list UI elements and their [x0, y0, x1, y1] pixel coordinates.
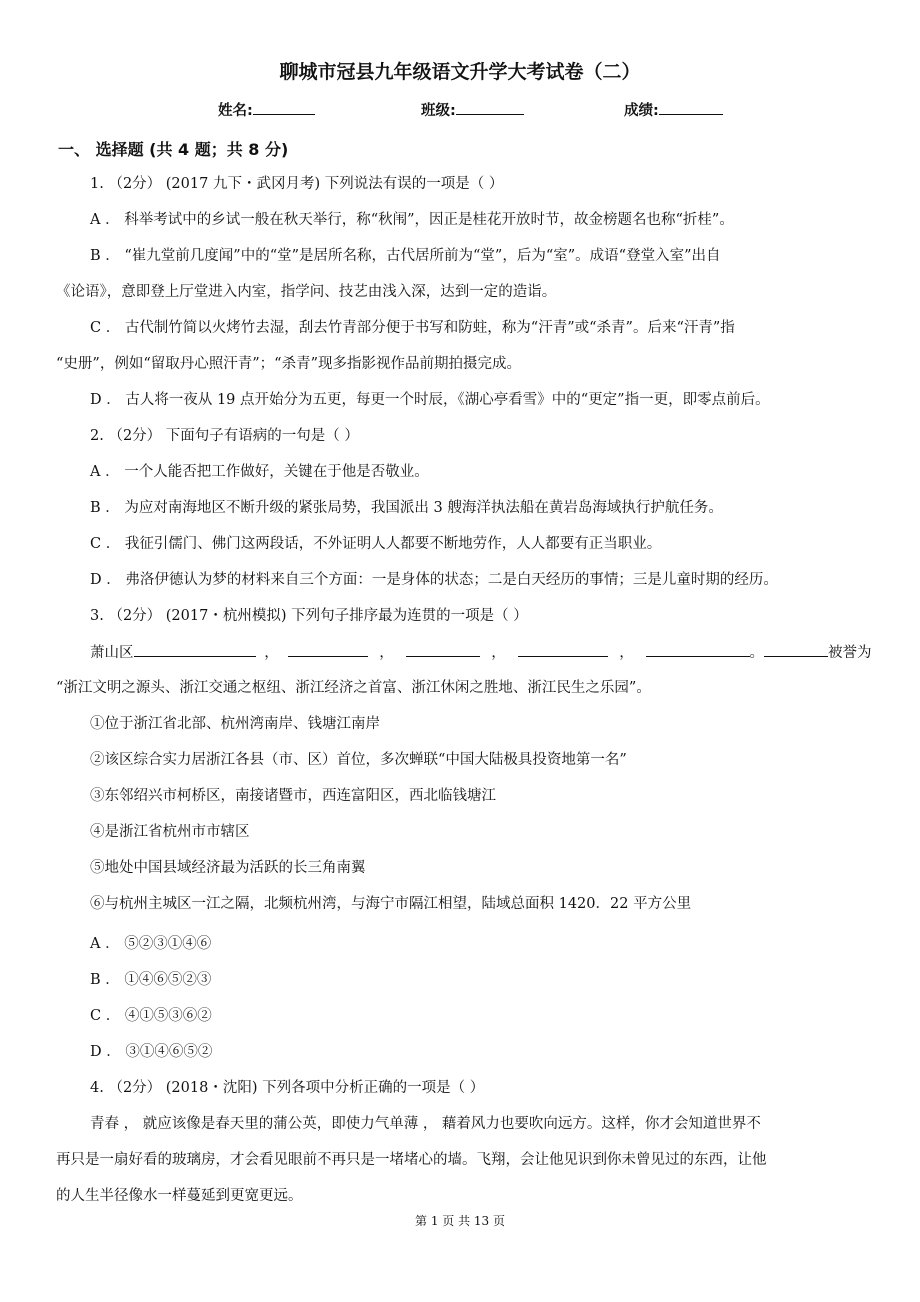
- question-3-option-c: C ． ④①⑤③⑥②: [90, 1008, 212, 1024]
- question-4-stem: 4. （2分） (2018・沈阳) 下列各项中分析正确的一项是（ ）: [90, 1080, 485, 1096]
- score-label: 成绩:: [624, 103, 659, 119]
- fill-line-start: 萧山区: [90, 645, 134, 661]
- question-1-stem: 1. （2分） (2017 九下・武冈月考) 下列说法有误的一项是（ ）: [90, 176, 504, 192]
- blank-2: [288, 642, 368, 657]
- blank-1: [134, 642, 256, 657]
- class-field: [421, 99, 524, 120]
- name-label: 姓名:: [218, 103, 253, 119]
- fill-comma-4: ，: [619, 645, 634, 661]
- fill-line-end: 被誉为: [828, 645, 872, 661]
- question-1-option-a: A ． 科举考试中的乡试一般在秋天举行，称“秋闱”，因正是桂花开放时节，故金榜题名也称“折桂”。: [90, 212, 734, 228]
- question-3-fill-line2: “浙江文明之源头、浙江交通之枢纽、浙江经济之首富、浙江休闲之胜地、浙江民生之乐园”。: [56, 680, 651, 696]
- score-field: [624, 99, 723, 120]
- question-2-option-a: A ． 一个人能否把工作做好，关键在于他是否敬业。: [90, 464, 429, 480]
- name-field: [218, 99, 315, 120]
- blank-5: [646, 642, 750, 657]
- question-1-option-c-line2: “史册”，例如“留取丹心照汗青”；“杀青”现多指影视作品前期拍摄完成。: [56, 356, 521, 372]
- question-2-stem: 2. （2分） 下面句子有语病的一句是（ ）: [90, 428, 359, 444]
- question-3-stem: 3. （2分） (2017・杭州模拟) 下列句子排序最为连贯的一项是（ ）: [90, 608, 528, 624]
- question-1-option-d: D ． 古人将一夜从 19 点开始分为五更，每更一个时辰，《湖心亭看雪》中的“更定”指一更，即零点前后。: [90, 392, 770, 408]
- question-2-option-c: C ． 我征引儒门、佛门这两段话，不外证明人人都要不断地劳作，人人都要有正当职业。: [90, 536, 662, 552]
- question-3-sentence-1: ①位于浙江省北部、杭州湾南岸、钱塘江南岸: [90, 716, 380, 732]
- section-heading: 一、 选择题 (共 4 题；共 8 分): [58, 140, 289, 159]
- question-3-option-b: B ． ①④⑥⑤②③: [90, 972, 212, 988]
- fill-period: 。: [749, 645, 764, 661]
- fill-comma-3: ，: [491, 645, 506, 661]
- blank-3: [406, 642, 480, 657]
- question-4-passage-line3: 的人生半径像水一样蔓延到更宽更远。: [56, 1188, 303, 1204]
- fill-comma-1: ，: [264, 645, 279, 661]
- question-2-option-d: D ． 弗洛伊德认为梦的材料来自三个方面：一是身体的状态；二是白天经历的事情；三是儿童时期的经历。: [90, 572, 778, 588]
- page-footer: 第 1 页 共 13 页: [415, 1214, 505, 1228]
- question-3-sentence-5: ⑤地处中国县域经济最为活跃的长三角南翼: [90, 860, 366, 876]
- question-1-option-c-line1: C ． 古代制竹简以火烤竹去湿，刮去竹青部分便于书写和防蛀，称为“汗青”或“杀青”。后来“汗青”指: [90, 320, 735, 336]
- question-3-sentence-2: ②该区综合实力居浙江各县（市、区）首位，多次蝉联“中国大陆极具投资地第一名”: [90, 752, 627, 768]
- fill-comma-2: ，: [379, 645, 394, 661]
- question-3-sentence-4: ④是浙江省杭州市市辖区: [90, 824, 250, 840]
- class-blank: [456, 100, 524, 115]
- question-3-option-a: A ． ⑤②③①④⑥: [90, 936, 212, 952]
- page-title: 聊城市冠县九年级语文升学大考试卷（二）: [279, 61, 641, 83]
- question-2-option-b: B ． 为应对南海地区不断升级的紧张局势，我国派出 3 艘海洋执法船在黄岩岛海域执行护航任务。: [90, 500, 723, 516]
- question-1-option-b-line1: B ． “崔九堂前几度闻”中的“堂”是居所名称，古代居所前为“堂”，后为“室”。成语“登堂入室”出自: [90, 248, 721, 264]
- question-3-option-d: D ． ③①④⑥⑤②: [90, 1044, 213, 1060]
- question-3-fill-line: [90, 642, 872, 663]
- question-4-passage-line1: 青春 ， 就应该像是春天里的蒲公英，即使力气单薄 ， 藉着风力也要吹向远方。这样，你才会知道世界不: [90, 1116, 761, 1132]
- class-label: 班级:: [421, 103, 456, 119]
- blank-4: [518, 642, 608, 657]
- score-blank: [659, 100, 723, 115]
- question-4-passage-line2: 再只是一扇好看的玻璃房，才会看见眼前不再只是一堵堵心的墙。飞翔，会让他见识到你未曾见过的东西，让他: [56, 1152, 767, 1168]
- question-3-sentence-3: ③东邻绍兴市柯桥区，南接诸暨市，西连富阳区，西北临钱塘江: [90, 788, 496, 804]
- question-1-option-b-line2: 《论语》，意即登上厅堂进入内室，指学问、技艺由浅入深，达到一定的造诣。: [56, 284, 557, 300]
- name-blank: [253, 100, 315, 115]
- question-3-sentence-6: ⑥与杭州主城区一江之隔，北频杭州湾，与海宁市隔江相望，陆域总面积 1420．22 平方公里: [90, 896, 692, 912]
- blank-6: [764, 642, 828, 657]
